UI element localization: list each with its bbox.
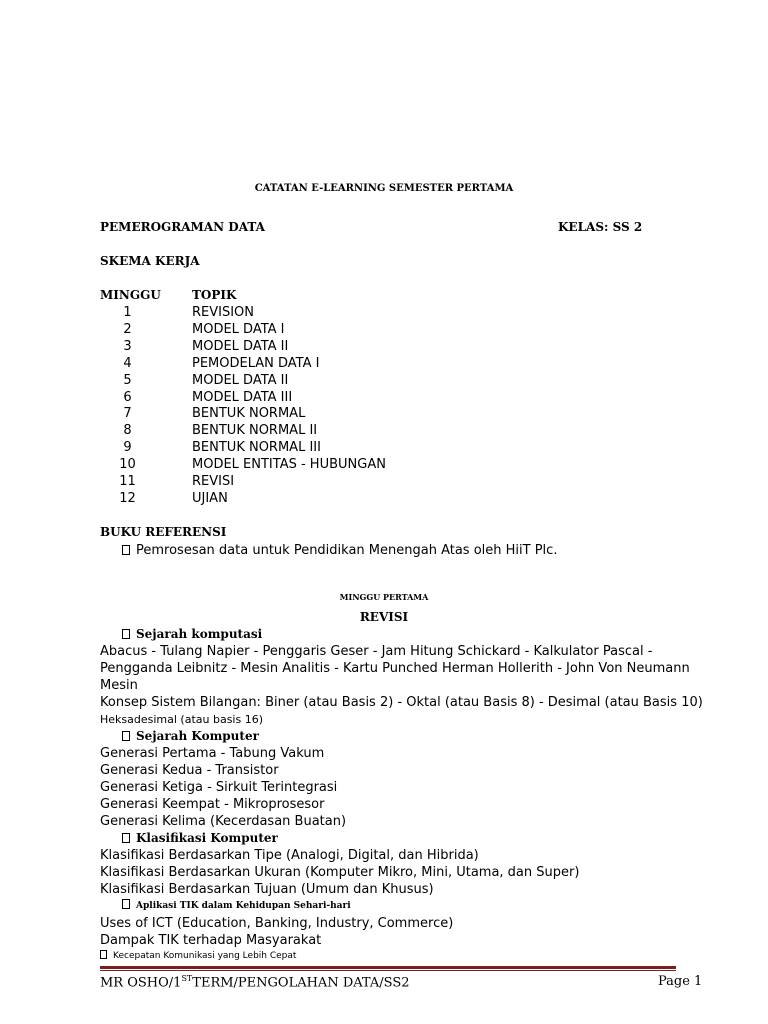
footer-left: MR OSHO/1STTERM/PENGOLAHAN DATA/SS2 (100, 974, 410, 991)
schedule-topic: REVISION (192, 305, 255, 320)
schedule-topic: MODEL DATA I (192, 321, 285, 337)
week-heading: MINGGU PERTAMA (339, 592, 429, 602)
page-number: Page 1 (658, 974, 703, 989)
schedule-row (100, 373, 700, 390)
schedule-topic: BENTUK NORMAL III (192, 440, 321, 456)
schedule-row (100, 356, 700, 373)
schedule-topic: PEMODELAN DATA I (192, 355, 320, 371)
schedule-row (100, 423, 700, 440)
checkbox-bullet-icon (122, 545, 130, 555)
schedule-row (100, 440, 700, 457)
class-label: KELAS: SS 2 (558, 220, 643, 234)
reference-item: Pemrosesan data untuk Pendidikan Menengah Atas oleh HiiT Plc. (122, 543, 557, 558)
schedule-week-number: 5 (123, 372, 132, 388)
schedule-row (100, 390, 700, 407)
schedule-week-number: 6 (123, 389, 132, 405)
generation-3: Generasi Ketiga - Sirkuit Terintegrasi (100, 780, 338, 795)
schedule-week-number: 2 (123, 321, 132, 337)
revisi-heading: REVISI (359, 610, 409, 624)
subject-heading: PEMEROGRAMAN DATA (100, 220, 265, 234)
history-line-2: Pengganda Leibnitz - Mesin Analitis - Kartu Punched Herman Hollerith - John Von Neumann (100, 661, 690, 676)
schedule-topic: MODEL ENTITAS - HUBUNGAN (192, 457, 386, 473)
section-history-computing: Sejarah komputasi (122, 627, 262, 641)
schedule-topic: UJIAN (192, 490, 228, 506)
schedule-topic: MODEL DATA III (192, 389, 293, 405)
footer-divider-thin (100, 970, 676, 971)
schedule-week-number: 10 (119, 457, 136, 473)
section-classification: Klasifikasi Komputer (122, 831, 278, 845)
schedule-week-number: 3 (123, 338, 132, 354)
checkbox-bullet-icon (122, 629, 130, 639)
schedule-week-number: 12 (119, 490, 136, 506)
checkbox-bullet-icon (122, 731, 130, 741)
generation-1: Generasi Pertama - Tabung Vakum (100, 746, 325, 761)
checkbox-bullet-icon (122, 899, 130, 909)
ict-uses: Uses of ICT (Education, Banking, Industry, Commerce) (100, 916, 454, 931)
topic-column-header: TOPIK (192, 288, 237, 302)
classification-2: Klasifikasi Berdasarkan Ukuran (Komputer Mikro, Mini, Utama, dan Super) (100, 865, 580, 880)
reference-heading: BUKU REFERENSI (100, 525, 227, 539)
schedule-week-number: 9 (123, 440, 132, 456)
schedule-week-number: 4 (123, 355, 132, 371)
section-ict-apps: Aplikasi TIK dalam Kehidupan Sehari-hari (122, 899, 351, 911)
schedule-topic: REVISI (192, 474, 235, 489)
schedule-week-number: 7 (123, 406, 132, 422)
history-line-3: Mesin (100, 678, 138, 693)
schedule-topic: MODEL DATA II (192, 372, 289, 388)
generation-5: Generasi Kelima (Kecerdasan Buatan) (100, 814, 347, 829)
number-system-line-1: Konsep Sistem Bilangan: Biner (atau Basis 2) - Oktal (atau Basis 8) - Desimal (atau Basis 10) (100, 695, 703, 710)
history-line-1: Abacus - Tulang Napier - Penggaris Geser - Jam Hitung Schickard - Kalkulator Pascal - (100, 644, 653, 659)
schedule-week-number: 1 (123, 305, 132, 320)
schedule-row (100, 474, 700, 491)
schedule-topic: MODEL DATA II (192, 338, 289, 354)
schedule-row (100, 491, 700, 508)
schedule-week-number: 8 (123, 423, 132, 439)
schedule-row (100, 322, 700, 339)
schedule-row (100, 457, 700, 474)
generation-4: Generasi Keempat - Mikroprosesor (100, 797, 325, 812)
document-title: CATATAN E-LEARNING SEMESTER PERTAMA (254, 183, 514, 194)
week-column-header: MINGGU (100, 288, 161, 302)
checkbox-bullet-icon (100, 950, 107, 959)
schedule-row (100, 305, 700, 322)
schedule-row (100, 406, 700, 423)
schedule-row (100, 339, 700, 356)
ict-impact: Dampak TIK terhadap Masyarakat (100, 933, 322, 948)
schedule-topic: BENTUK NORMAL II (192, 423, 318, 439)
schedule-week-number: 11 (119, 474, 136, 489)
ict-communication: Kecepatan Komunikasi yang Lebih Cepat (100, 950, 296, 961)
scheme-heading: SKEMA KERJA (100, 254, 200, 268)
number-system-line-2: Heksadesimal (atau basis 16) (100, 713, 264, 726)
checkbox-bullet-icon (122, 833, 130, 843)
footer-divider-thick (100, 966, 676, 969)
generation-2: Generasi Kedua - Transistor (100, 763, 279, 778)
classification-3: Klasifikasi Berdasarkan Tujuan (Umum dan Khusus) (100, 882, 434, 897)
classification-1: Klasifikasi Berdasarkan Tipe (Analogi, Digital, dan Hibrida) (100, 848, 479, 863)
schedule-topic: BENTUK NORMAL (192, 406, 306, 422)
section-history-computer: Sejarah Komputer (122, 729, 259, 743)
